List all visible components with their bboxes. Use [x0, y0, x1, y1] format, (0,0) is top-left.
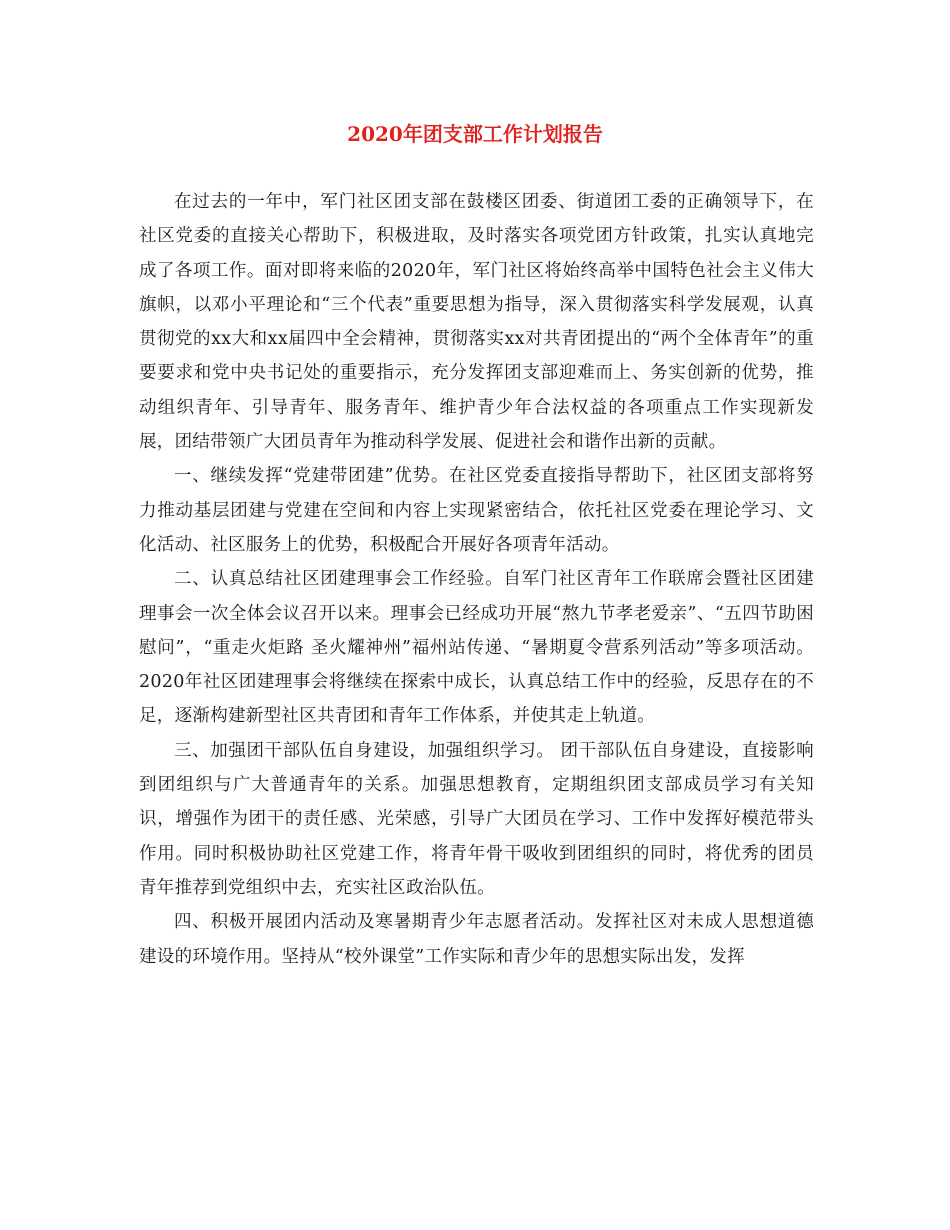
- paragraph-section-1: 一、继续发挥“党建带团建”优势。在社区党委直接指导帮助下，社区团支部将努力推动基层团建与党建在空间和内容上实现紧密结合，依托社区党委在理论学习、文化活动、社区服务上的优势，积极配合开展好各项青年活动。: [139, 466, 814, 555]
- document-body: [139, 185, 814, 974]
- document-title: 2020年团支部工作计划报告: [347, 122, 603, 146]
- paragraph-section-2: 二、认真总结社区团建理事会工作经验。自军门社区青年工作联席会暨社区团建理事会一次全体会议召开以来。理事会已经成功开展“熬九节孝老爱亲”、“五四节助困慰问”，“重走火炬路 圣火耀神州”福州站传递、“暑期夏令营系列活动”等多项活动。2020年社区团建理事会将继续在探索中成长，认真总结工作中的经验，反思存在的不足，逐渐构建新型社区共青团和青年工作体系，并使其走上轨道。: [139, 569, 814, 727]
- paragraph-section-3: 三、加强团干部队伍自身建设，加强组织学习。 团干部队伍自身建设，直接影响到团组织与广大普通青年的关系。加强思想教育，定期组织团支部成员学习有关知识，增强作为团干的责任感、光荣感，引导广大团员在学习、工作中发挥好模范带头作用。同时积极协助社区党建工作，将青年骨干吸收到团组织的同时，将优秀的团员青年推荐到党组织中去，充实社区政治队伍。: [139, 740, 814, 898]
- paragraph-intro: 在过去的一年中，军门社区团支部在鼓楼区团委、街道团工委的正确领导下，在社区党委的直接关心帮助下，积极进取，及时落实各项党团方针政策，扎实认真地完成了各项工作。面对即将来临的2020年，军门社区将始终高举中国特色社会主义伟大旗帜，以邓小平理论和“三个代表”重要思想为指导，深入贯彻落实科学发展观，认真贯彻党的xx大和xx届四中全会精神，贯彻落实xx对共青团提出的“两个全体青年”的重要要求和党中央书记处的重要指示，充分发挥团支部迎难而上、务实创新的优势，推动组织青年、引导青年、服务青年、维护青少年合法权益的各项重点工作实现新发展，团结带领广大团员青年为推动科学发展、促进社会和谐作出新的贡献。: [139, 192, 814, 453]
- paragraph-section-4: 四、积极开展团内活动及寒暑期青少年志愿者活动。发挥社区对未成人思想道德建设的环境作用。坚持从“校外课堂”工作实际和青少年的思想实际出发，发挥: [139, 912, 814, 967]
